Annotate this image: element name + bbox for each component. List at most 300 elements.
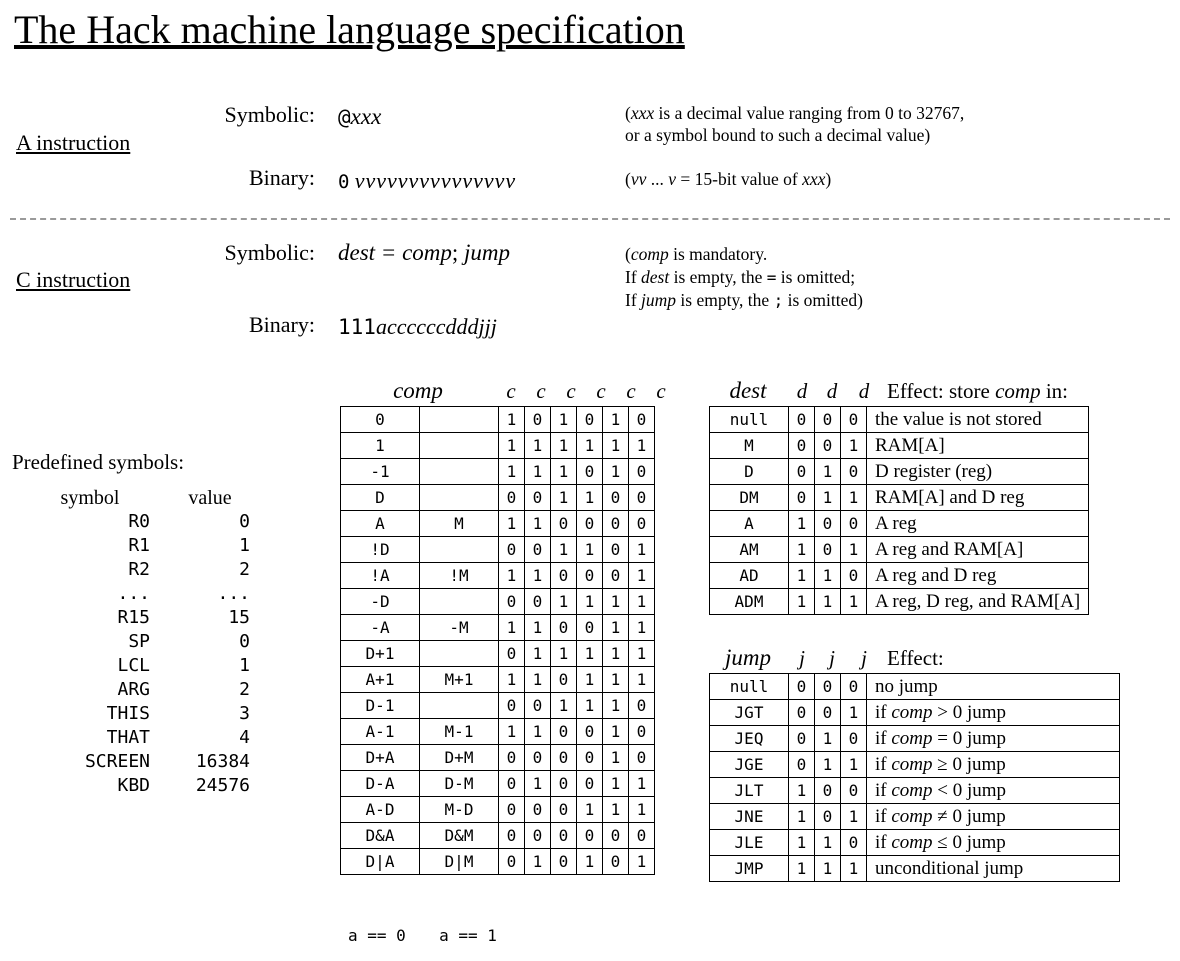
comp-bit-label: c bbox=[596, 379, 606, 403]
bit-cell: 0 bbox=[629, 745, 655, 771]
table-row bbox=[710, 778, 1120, 804]
table-row bbox=[341, 537, 655, 563]
bit-cell: 0 bbox=[499, 537, 525, 563]
table-row bbox=[20, 606, 260, 630]
bit-cell: 1 bbox=[603, 745, 629, 771]
table-row bbox=[710, 700, 1120, 726]
jump-table-header bbox=[709, 645, 944, 671]
table-row bbox=[341, 849, 655, 875]
a-binary-note: (vv ... v = 15-bit value of xxx) bbox=[625, 169, 832, 189]
comp-a0-cell: A-1 bbox=[341, 719, 420, 745]
bit-cell: 1 bbox=[841, 700, 867, 726]
table-row bbox=[341, 797, 655, 823]
symbol-cell: ... bbox=[117, 583, 150, 604]
bit-cell: 0 bbox=[551, 823, 577, 849]
table-row bbox=[341, 433, 655, 459]
bit-cell: 0 bbox=[603, 537, 629, 563]
bit-cell: 0 bbox=[789, 726, 815, 752]
bit-cell: 1 bbox=[789, 589, 815, 615]
bit-cell: 1 bbox=[525, 433, 551, 459]
bit-cell: 1 bbox=[577, 849, 603, 875]
jump-bit-label: j bbox=[829, 646, 835, 670]
comp-a0-cell: A+1 bbox=[341, 667, 420, 693]
table-row bbox=[710, 856, 1120, 882]
bit-cell: 1 bbox=[499, 615, 525, 641]
a-binary-prefix: 0 bbox=[338, 171, 350, 193]
symbol-cell: THAT bbox=[106, 727, 150, 748]
comp-a1-cell bbox=[420, 485, 499, 511]
jump-effect-header: Effect: bbox=[887, 646, 944, 670]
bit-cell: 0 bbox=[499, 771, 525, 797]
comp-a0-cell: 1 bbox=[341, 433, 420, 459]
effect-cell: unconditional jump bbox=[867, 856, 1120, 882]
comp-a0-cell: A bbox=[341, 511, 420, 537]
table-row bbox=[710, 674, 1120, 700]
comp-footnote bbox=[348, 926, 497, 945]
table-row bbox=[20, 534, 260, 558]
table-row bbox=[20, 654, 260, 678]
table-row bbox=[710, 511, 1089, 537]
dest-cell: ADM bbox=[710, 589, 789, 615]
effect-cell: RAM[A] and D reg bbox=[867, 485, 1089, 511]
bit-cell: 0 bbox=[577, 563, 603, 589]
bit-cell: 1 bbox=[551, 433, 577, 459]
symbol-cell: R15 bbox=[117, 607, 150, 628]
table-row bbox=[20, 510, 260, 534]
bit-cell: 1 bbox=[841, 752, 867, 778]
dest-cell: D bbox=[710, 459, 789, 485]
jump-bit-label: j bbox=[861, 646, 867, 670]
effect-cell: if comp ≠ 0 jump bbox=[867, 804, 1120, 830]
table-row bbox=[710, 589, 1089, 615]
comp-a0-cell: D+1 bbox=[341, 641, 420, 667]
bit-cell: 1 bbox=[789, 856, 815, 882]
jump-header-label: jump bbox=[725, 645, 771, 670]
bit-cell: 1 bbox=[525, 667, 551, 693]
comp-table bbox=[340, 406, 655, 875]
symbol-cell: LCL bbox=[117, 655, 150, 676]
bit-cell: 0 bbox=[841, 778, 867, 804]
bit-cell: 1 bbox=[551, 485, 577, 511]
bit-cell: 0 bbox=[551, 797, 577, 823]
value-cell: 24576 bbox=[195, 775, 250, 796]
comp-a1-cell: D+M bbox=[420, 745, 499, 771]
value-cell: 0 bbox=[239, 511, 250, 532]
comp-a1-cell: -M bbox=[420, 615, 499, 641]
comp-a1-cell: D|M bbox=[420, 849, 499, 875]
table-row bbox=[341, 407, 655, 433]
bit-cell: 0 bbox=[525, 589, 551, 615]
bit-cell: 0 bbox=[499, 849, 525, 875]
table-row bbox=[710, 407, 1089, 433]
bit-cell: 1 bbox=[841, 856, 867, 882]
bit-cell: 1 bbox=[603, 771, 629, 797]
effect-cell: A reg bbox=[867, 511, 1089, 537]
comp-a1-cell bbox=[420, 641, 499, 667]
bit-cell: 0 bbox=[629, 511, 655, 537]
table-row bbox=[341, 511, 655, 537]
value-cell: 4 bbox=[239, 727, 250, 748]
comp-footnote-a1: a == 1 bbox=[439, 926, 497, 945]
a-binary-bits: vvvvvvvvvvvvvvv bbox=[354, 168, 517, 193]
bit-cell: 1 bbox=[525, 563, 551, 589]
bit-cell: 1 bbox=[525, 771, 551, 797]
bit-cell: 0 bbox=[815, 537, 841, 563]
bit-cell: 0 bbox=[841, 726, 867, 752]
bit-cell: 1 bbox=[603, 719, 629, 745]
bit-cell: 0 bbox=[551, 667, 577, 693]
bit-cell: 1 bbox=[551, 537, 577, 563]
table-row bbox=[20, 678, 260, 702]
bit-cell: 1 bbox=[815, 485, 841, 511]
dest-table-header: dest d d d Effect: store comp in: bbox=[709, 378, 1068, 404]
col-header-value: value bbox=[188, 487, 232, 509]
value-cell: 1 bbox=[239, 655, 250, 676]
comp-a1-cell: M-D bbox=[420, 797, 499, 823]
dest-cell: null bbox=[710, 407, 789, 433]
table-row bbox=[710, 459, 1089, 485]
bit-cell: 0 bbox=[577, 615, 603, 641]
table-row bbox=[341, 589, 655, 615]
bit-cell: 0 bbox=[577, 771, 603, 797]
comp-a1-cell: M-1 bbox=[420, 719, 499, 745]
c-symbolic-label: Symbolic: bbox=[224, 240, 315, 265]
bit-cell: 1 bbox=[603, 407, 629, 433]
table-row bbox=[20, 582, 260, 606]
bit-cell: 0 bbox=[551, 849, 577, 875]
bit-cell: 0 bbox=[629, 719, 655, 745]
bit-cell: 1 bbox=[629, 563, 655, 589]
comp-bit-label: c bbox=[566, 379, 576, 403]
bit-cell: 0 bbox=[551, 615, 577, 641]
symbol-cell: KBD bbox=[117, 775, 150, 796]
bit-cell: 0 bbox=[815, 804, 841, 830]
c-symbolic-note-line3: If jump is empty, the ; is omitted) bbox=[625, 290, 863, 310]
dest-header-label: dest bbox=[729, 378, 767, 403]
a-binary-label: Binary: bbox=[249, 165, 315, 190]
bit-cell: 1 bbox=[815, 726, 841, 752]
bit-cell: 1 bbox=[499, 511, 525, 537]
bit-cell: 1 bbox=[603, 433, 629, 459]
comp-bit-label: c bbox=[506, 379, 516, 403]
bit-cell: 1 bbox=[525, 641, 551, 667]
symbol-cell: SCREEN bbox=[84, 751, 150, 772]
bit-cell: 1 bbox=[841, 485, 867, 511]
bit-cell: 1 bbox=[841, 589, 867, 615]
bit-cell: 1 bbox=[603, 667, 629, 693]
predefined-symbols-table bbox=[20, 486, 260, 798]
c-binary-label: Binary: bbox=[249, 312, 315, 337]
table-row bbox=[341, 719, 655, 745]
symbol-cell: R2 bbox=[128, 559, 150, 580]
table-row bbox=[710, 726, 1120, 752]
table-row bbox=[341, 745, 655, 771]
page-title: The Hack machine language specification bbox=[14, 7, 685, 52]
symbol-cell: THIS bbox=[106, 703, 150, 724]
bit-cell: 0 bbox=[841, 511, 867, 537]
bit-cell: 1 bbox=[815, 459, 841, 485]
dest-cell: A bbox=[710, 511, 789, 537]
comp-a1-cell bbox=[420, 693, 499, 719]
comp-a0-cell: !A bbox=[341, 563, 420, 589]
a-symbolic-note-line1: (xxx is a decimal value ranging from 0 to 32767, bbox=[625, 103, 965, 123]
comp-a0-cell: D-A bbox=[341, 771, 420, 797]
dest-cell: DM bbox=[710, 485, 789, 511]
comp-a1-cell bbox=[420, 459, 499, 485]
comp-a0-cell: -A bbox=[341, 615, 420, 641]
effect-cell: if comp > 0 jump bbox=[867, 700, 1120, 726]
dest-table bbox=[709, 406, 1089, 615]
effect-cell: if comp ≥ 0 jump bbox=[867, 752, 1120, 778]
effect-cell: A reg and RAM[A] bbox=[867, 537, 1089, 563]
bit-cell: 0 bbox=[499, 485, 525, 511]
bit-cell: 0 bbox=[841, 674, 867, 700]
table-row bbox=[20, 774, 260, 798]
comp-a0-cell: D bbox=[341, 485, 420, 511]
bit-cell: 1 bbox=[815, 830, 841, 856]
bit-cell: 0 bbox=[603, 511, 629, 537]
bit-cell: 1 bbox=[815, 589, 841, 615]
effect-cell: if comp = 0 jump bbox=[867, 726, 1120, 752]
bit-cell: 1 bbox=[629, 641, 655, 667]
jump-cell: JGE bbox=[710, 752, 789, 778]
jump-cell: JNE bbox=[710, 804, 789, 830]
comp-table-header bbox=[340, 378, 676, 404]
bit-cell: 0 bbox=[525, 745, 551, 771]
comp-a0-cell: D-1 bbox=[341, 693, 420, 719]
table-row bbox=[710, 804, 1120, 830]
table-row bbox=[710, 537, 1089, 563]
bit-cell: 1 bbox=[629, 667, 655, 693]
value-cell: 0 bbox=[239, 631, 250, 652]
bit-cell: 1 bbox=[577, 693, 603, 719]
bit-cell: 1 bbox=[577, 537, 603, 563]
bit-cell: 1 bbox=[629, 433, 655, 459]
jump-bit-label: j bbox=[799, 646, 805, 670]
c-instruction-label: C instruction bbox=[16, 267, 131, 292]
table-row bbox=[20, 726, 260, 750]
bit-cell: 0 bbox=[815, 511, 841, 537]
comp-a1-cell: M+1 bbox=[420, 667, 499, 693]
bit-cell: 1 bbox=[499, 433, 525, 459]
bit-cell: 1 bbox=[789, 511, 815, 537]
predefined-symbols-title: Predefined symbols: bbox=[12, 450, 185, 474]
bit-cell: 0 bbox=[499, 823, 525, 849]
bit-cell: 1 bbox=[577, 589, 603, 615]
table-row bbox=[20, 630, 260, 654]
bit-cell: 0 bbox=[499, 589, 525, 615]
c-binary-prefix: 111 bbox=[338, 315, 376, 339]
a-symbolic-value: @xxx bbox=[338, 104, 382, 129]
bit-cell: 1 bbox=[499, 563, 525, 589]
bit-cell: 0 bbox=[841, 830, 867, 856]
table-row bbox=[710, 752, 1120, 778]
bit-cell: 1 bbox=[499, 667, 525, 693]
bit-cell: 0 bbox=[815, 407, 841, 433]
bit-cell: 0 bbox=[525, 693, 551, 719]
bit-cell: 1 bbox=[577, 667, 603, 693]
jump-cell: JLT bbox=[710, 778, 789, 804]
bit-cell: 1 bbox=[499, 407, 525, 433]
bit-cell: 1 bbox=[525, 719, 551, 745]
effect-cell: the value is not stored bbox=[867, 407, 1089, 433]
bit-cell: 0 bbox=[841, 407, 867, 433]
col-header-symbol: symbol bbox=[60, 487, 120, 509]
table-row bbox=[341, 615, 655, 641]
a-symbolic-label: Symbolic: bbox=[224, 102, 315, 127]
bit-cell: 0 bbox=[629, 823, 655, 849]
comp-a0-cell: D+A bbox=[341, 745, 420, 771]
bit-cell: 1 bbox=[551, 589, 577, 615]
jump-cell: JMP bbox=[710, 856, 789, 882]
comp-a1-cell bbox=[420, 589, 499, 615]
bit-cell: 1 bbox=[525, 615, 551, 641]
bit-cell: 1 bbox=[603, 459, 629, 485]
bit-cell: 1 bbox=[789, 830, 815, 856]
symbol-cell: R1 bbox=[128, 535, 150, 556]
bit-cell: 0 bbox=[577, 511, 603, 537]
bit-cell: 0 bbox=[577, 407, 603, 433]
comp-a0-cell: D&A bbox=[341, 823, 420, 849]
bit-cell: 0 bbox=[551, 745, 577, 771]
comp-a1-cell: !M bbox=[420, 563, 499, 589]
bit-cell: 0 bbox=[629, 485, 655, 511]
effect-cell: A reg and D reg bbox=[867, 563, 1089, 589]
bit-cell: 0 bbox=[525, 407, 551, 433]
bit-cell: 0 bbox=[577, 719, 603, 745]
table-row bbox=[341, 485, 655, 511]
dest-cell: M bbox=[710, 433, 789, 459]
bit-cell: 0 bbox=[789, 674, 815, 700]
comp-a1-cell: D-M bbox=[420, 771, 499, 797]
symbol-cell: ARG bbox=[117, 679, 150, 700]
symbol-cell: SP bbox=[128, 631, 150, 652]
bit-cell: 1 bbox=[603, 693, 629, 719]
bit-cell: 0 bbox=[551, 511, 577, 537]
value-cell: 15 bbox=[228, 607, 250, 628]
bit-cell: 0 bbox=[525, 797, 551, 823]
comp-a0-cell: -1 bbox=[341, 459, 420, 485]
bit-cell: 0 bbox=[551, 719, 577, 745]
bit-cell: 0 bbox=[815, 700, 841, 726]
table-row bbox=[710, 485, 1089, 511]
table-row bbox=[341, 667, 655, 693]
comp-a1-cell: D&M bbox=[420, 823, 499, 849]
dest-cell: AM bbox=[710, 537, 789, 563]
table-row bbox=[341, 823, 655, 849]
bit-cell: 1 bbox=[629, 537, 655, 563]
bit-cell: 1 bbox=[815, 563, 841, 589]
value-cell: 2 bbox=[239, 679, 250, 700]
table-row bbox=[341, 459, 655, 485]
bit-cell: 0 bbox=[629, 459, 655, 485]
comp-bit-label: c bbox=[626, 379, 636, 403]
bit-cell: 1 bbox=[815, 752, 841, 778]
jump-cell: JLE bbox=[710, 830, 789, 856]
bit-cell: 1 bbox=[789, 804, 815, 830]
bit-cell: 0 bbox=[525, 485, 551, 511]
bit-cell: 0 bbox=[499, 797, 525, 823]
table-row bbox=[341, 771, 655, 797]
jump-table bbox=[709, 673, 1120, 882]
dest-cell: AD bbox=[710, 563, 789, 589]
table-row bbox=[341, 641, 655, 667]
c-symbolic-note-line1: (comp is mandatory. bbox=[625, 244, 768, 264]
comp-a1-cell: M bbox=[420, 511, 499, 537]
bit-cell: 0 bbox=[789, 407, 815, 433]
bit-cell: 0 bbox=[551, 771, 577, 797]
bit-cell: 1 bbox=[499, 459, 525, 485]
value-cell: 2 bbox=[239, 559, 250, 580]
table-header-row bbox=[20, 486, 260, 510]
comp-a0-cell: D|A bbox=[341, 849, 420, 875]
bit-cell: 0 bbox=[815, 778, 841, 804]
bit-cell: 1 bbox=[577, 433, 603, 459]
table-row bbox=[710, 433, 1089, 459]
bit-cell: 0 bbox=[815, 674, 841, 700]
bit-cell: 1 bbox=[577, 641, 603, 667]
effect-cell: if comp ≤ 0 jump bbox=[867, 830, 1120, 856]
c-symbolic-value: dest = comp; jump bbox=[338, 240, 511, 265]
comp-header-label: comp bbox=[393, 378, 443, 403]
table-row bbox=[341, 563, 655, 589]
effect-cell: A reg, D reg, and RAM[A] bbox=[867, 589, 1089, 615]
comp-a0-cell: -D bbox=[341, 589, 420, 615]
bit-cell: 1 bbox=[525, 849, 551, 875]
bit-cell: 0 bbox=[603, 849, 629, 875]
c-binary-value: 111accccccdddjjj bbox=[338, 314, 497, 339]
bit-cell: 0 bbox=[815, 433, 841, 459]
bit-cell: 1 bbox=[841, 433, 867, 459]
bit-cell: 0 bbox=[525, 537, 551, 563]
bit-cell: 0 bbox=[499, 745, 525, 771]
bit-cell: 0 bbox=[789, 459, 815, 485]
comp-a1-cell bbox=[420, 537, 499, 563]
comp-bit-label: c bbox=[536, 379, 546, 403]
bit-cell: 0 bbox=[789, 485, 815, 511]
symbol-cell: R0 bbox=[128, 511, 150, 532]
bit-cell: 1 bbox=[841, 537, 867, 563]
bit-cell: 1 bbox=[577, 797, 603, 823]
comp-a0-cell: A-D bbox=[341, 797, 420, 823]
bit-cell: 0 bbox=[629, 407, 655, 433]
bit-cell: 0 bbox=[789, 700, 815, 726]
bit-cell: 1 bbox=[577, 485, 603, 511]
a-instruction-label: A instruction bbox=[16, 130, 131, 155]
comp-a0-cell: 0 bbox=[341, 407, 420, 433]
table-row bbox=[710, 563, 1089, 589]
bit-cell: 1 bbox=[551, 407, 577, 433]
bit-cell: 0 bbox=[629, 693, 655, 719]
bit-cell: 0 bbox=[525, 823, 551, 849]
bit-cell: 0 bbox=[499, 693, 525, 719]
bit-cell: 0 bbox=[577, 745, 603, 771]
dest-bit-label: d bbox=[826, 379, 838, 403]
bit-cell: 1 bbox=[603, 797, 629, 823]
bit-cell: 1 bbox=[629, 771, 655, 797]
comp-a1-cell bbox=[420, 433, 499, 459]
bit-cell: 0 bbox=[789, 433, 815, 459]
bit-cell: 1 bbox=[841, 804, 867, 830]
bit-cell: 1 bbox=[603, 615, 629, 641]
bit-cell: 0 bbox=[603, 563, 629, 589]
comp-bit-label: c bbox=[656, 379, 666, 403]
bit-cell: 0 bbox=[603, 823, 629, 849]
jump-cell: null bbox=[710, 674, 789, 700]
bit-cell: 0 bbox=[841, 459, 867, 485]
table-row bbox=[20, 702, 260, 726]
value-cell: ... bbox=[217, 583, 250, 604]
